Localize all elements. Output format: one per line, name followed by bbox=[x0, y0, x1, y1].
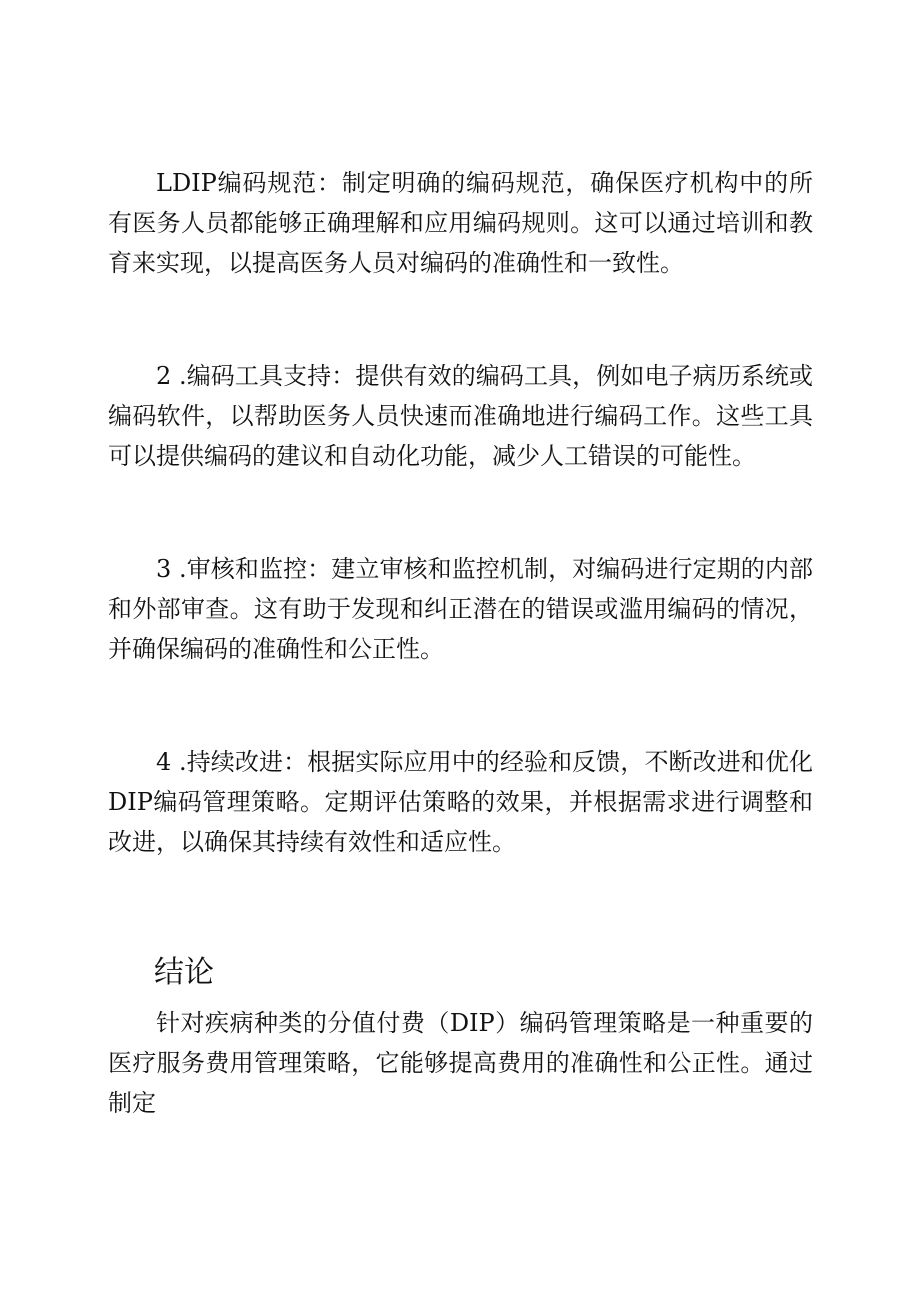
paragraph-audit-monitoring: 3 .审核和监控：建立审核和监控机制，对编码进行定期的内部和外部审查。这有助于发现和纠正潜在的错误或滥用编码的情况，并确保编码的准确性和公正性。 bbox=[108, 555, 813, 663]
paragraph-coding-standards: LDIP编码规范：制定明确的编码规范，确保医疗机构中的所有医务人员都能够正确理解和应用编码规则。这可以通过培训和教育来实现，以提高医务人员对编码的准确性和一致性。 bbox=[108, 169, 813, 277]
conclusion-heading: 结论 bbox=[154, 955, 214, 990]
paragraph-conclusion: 针对疾病种类的分值付费（DIP）编码管理策略是一种重要的医疗服务费用管理策略，它能够提高费用的准确性和公正性。通过制定 bbox=[108, 1009, 813, 1117]
paragraph-continuous-improvement: 4 .持续改进：根据实际应用中的经验和反馈，不断改进和优化DIP编码管理策略。定期评估策略的效果，并根据需求进行调整和改进，以确保其持续有效性和适应性。 bbox=[108, 748, 813, 856]
paragraph-coding-tools: 2 .编码工具支持：提供有效的编码工具，例如电子病历系统或编码软件，以帮助医务人员快速而准确地进行编码工作。这些工具可以提供编码的建议和自动化功能，减少人工错误的可能性。 bbox=[108, 362, 813, 470]
